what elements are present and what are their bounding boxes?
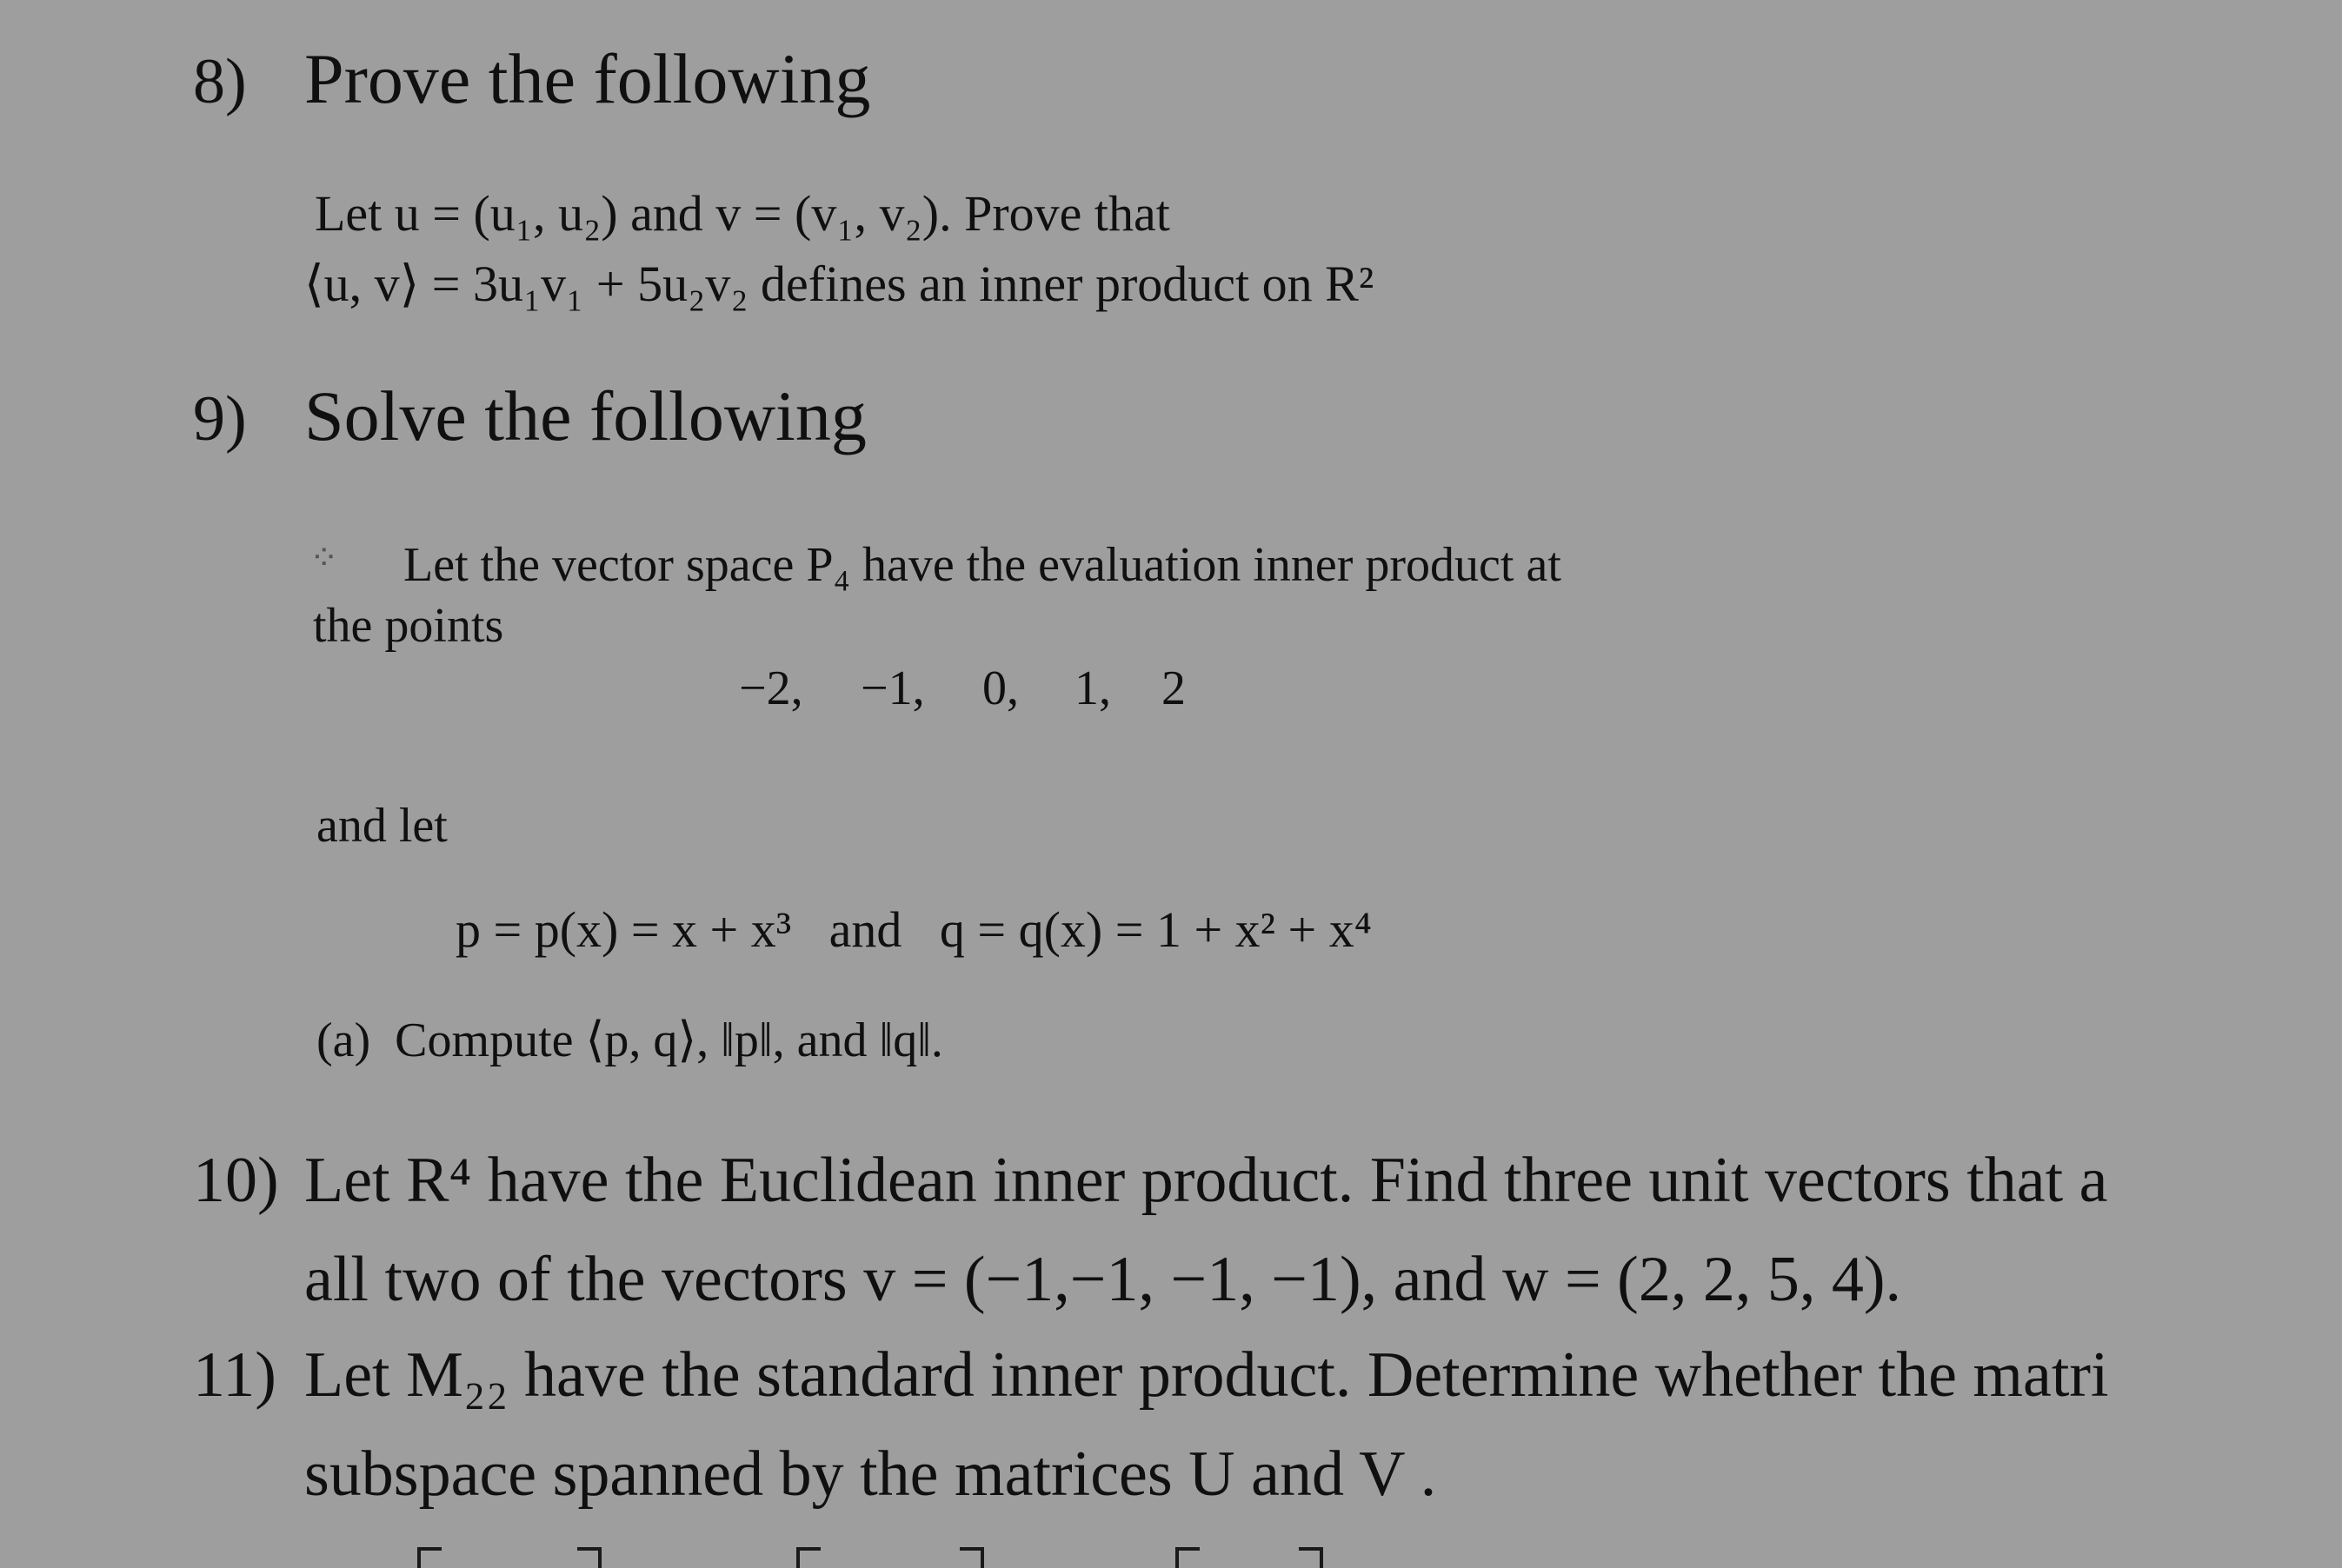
point-value: −2, <box>739 661 803 715</box>
matrix-bracket-fragment <box>796 1547 821 1568</box>
problem-9-intro-line-1: Let the vector space P₄ have the evaluation inner product at <box>403 538 1561 592</box>
point-value: 1, <box>1075 661 1111 715</box>
point-value: −1, <box>861 661 925 715</box>
evaluation-points <box>739 661 1186 716</box>
point-value: 0, <box>982 661 1019 715</box>
problem-11-line-1: Let M₂₂ have the standard inner product. Determine whether the matri <box>304 1339 2109 1411</box>
and-let-text: and let <box>316 799 448 853</box>
part-a-question: (a) Compute ⟨p, q⟩, ‖p‖, and ‖q‖. <box>316 1013 943 1067</box>
scan-speck: ⁘ <box>309 538 339 577</box>
problem-8-line-1: Let u = (u₁, u₂) and v = (v₁, v₂). Prove that <box>315 185 1170 242</box>
matrix-bracket-fragment <box>577 1547 602 1568</box>
matrix-bracket-fragment <box>417 1547 442 1568</box>
problem-8-number: 8) <box>193 46 247 117</box>
point-value: 2 <box>1161 661 1186 715</box>
problem-10-line-1: Let R⁴ have the Euclidean inner product. Find three unit vectors that a <box>304 1145 2108 1216</box>
matrix-bracket-fragment <box>1299 1547 1323 1568</box>
matrix-bracket-fragment <box>960 1547 984 1568</box>
problem-11-number: 11) <box>193 1339 276 1411</box>
problem-11-line-2: subspace spanned by the matrices U and V . <box>304 1438 1437 1510</box>
problem-9-number: 9) <box>193 383 247 455</box>
problem-10-number: 10) <box>193 1145 279 1216</box>
problem-8-title: Prove the following <box>304 39 871 118</box>
problem-8-line-2: ⟨u, v⟩ = 3u₁v₁ + 5u₂v₂ defines an inner product on R² <box>304 256 1374 312</box>
matrix-bracket-fragment <box>1175 1547 1200 1568</box>
polynomial-definitions: p = p(x) = x + x³ and q = q(x) = 1 + x² + x⁴ <box>456 901 1372 958</box>
problem-9-title: Solve the following <box>304 376 867 455</box>
problem-9-intro-line-2: the points <box>313 599 504 653</box>
problem-10-line-2: all two of the vectors v = (−1,−1, −1, −1), and w = (2, 2, 5, 4). <box>304 1244 1901 1315</box>
